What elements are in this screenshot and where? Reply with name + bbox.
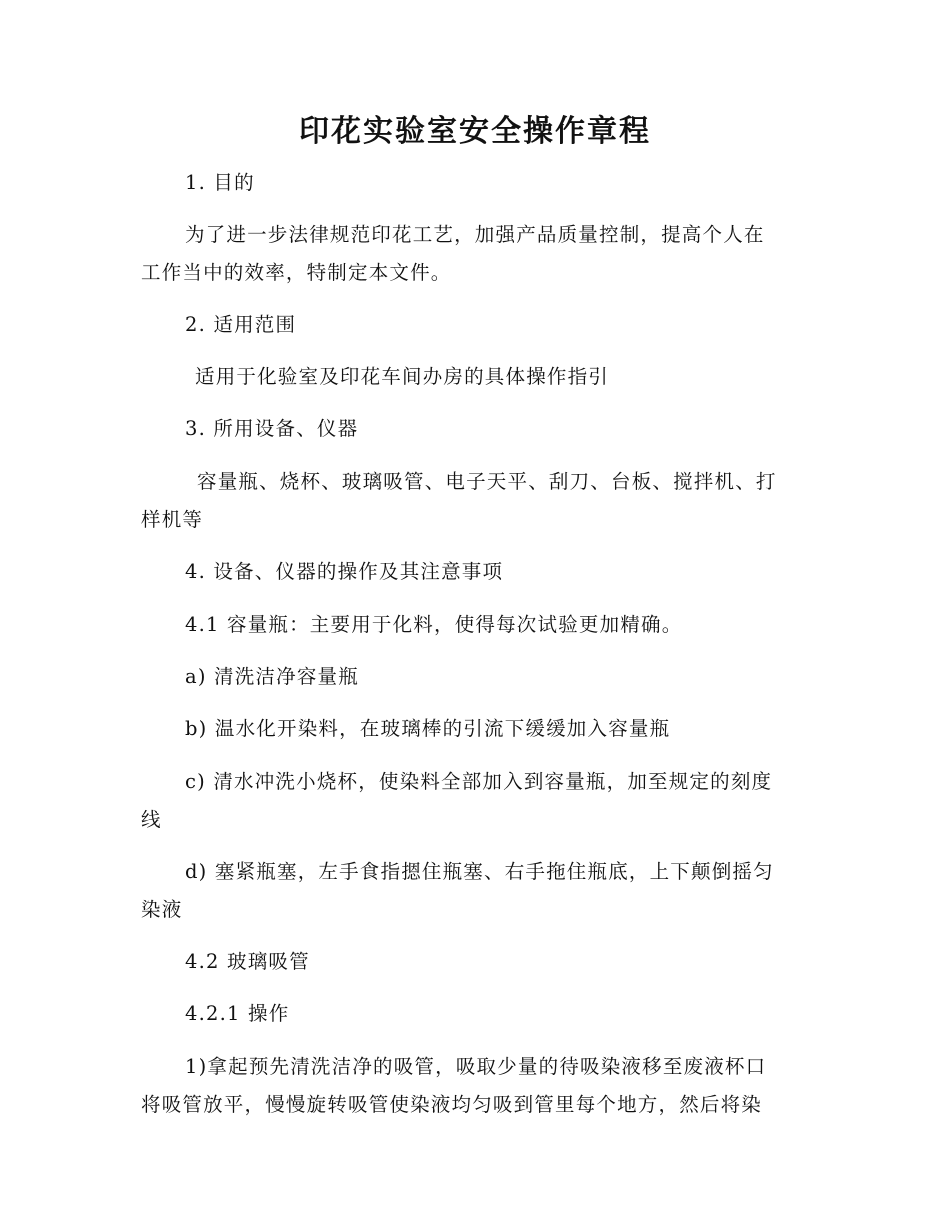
- text-line: 1)拿起预先清洗洁净的吸管，吸取少量的待吸染液移至废液杯口: [185, 1055, 767, 1078]
- section-4-1-item-c: [141, 763, 806, 839]
- section-2-paragraph: [141, 358, 806, 396]
- text-line: 1. 目的: [185, 171, 255, 194]
- text-line: 适用于化验室及印花车间办房的具体操作指引: [195, 365, 610, 388]
- text-line: 工作当中的效率，特制定本文件。: [141, 261, 452, 284]
- text-line: a) 清洗洁净容量瓶: [185, 665, 359, 688]
- text-line: 容量瓶、烧杯、玻璃吸管、电子天平、刮刀、台板、搅拌机、打: [197, 470, 777, 493]
- text-line: 4.2 玻璃吸管: [185, 950, 310, 973]
- text-line: 样机等: [141, 508, 204, 531]
- text-line: d) 塞紧瓶塞，左手食指摁住瓶塞、右手拖住瓶底，上下颠倒摇匀: [185, 860, 774, 883]
- section-4-2-1-heading: [141, 995, 806, 1033]
- text-line: b) 温水化开染料，在玻璃棒的引流下缓缓加入容量瓶: [185, 717, 671, 740]
- section-2-heading: [141, 306, 806, 344]
- section-4-1-item-d: [141, 853, 806, 929]
- text-line: c) 清水冲洗小烧杯，使染料全部加入到容量瓶，加至规定的刻度: [185, 770, 773, 793]
- text-line: 3. 所用设备、仪器: [185, 417, 359, 440]
- section-4-1-item-b: [141, 710, 806, 748]
- text-line: 将吸管放平，慢慢旋转吸管使染液均匀吸到管里每个地方，然后将染: [141, 1093, 763, 1116]
- section-1-paragraph: [141, 216, 806, 292]
- document-title: 印花实验室安全操作章程: [299, 114, 651, 149]
- section-4-1-item-a: [141, 658, 806, 696]
- section-3-paragraph: [141, 463, 806, 539]
- text-line: 4. 设备、仪器的操作及其注意事项: [185, 560, 504, 583]
- text-line: 4.1 容量瓶：主要用于化料，使得每次试验更加精确。: [185, 613, 683, 636]
- text-line: 线: [141, 808, 162, 831]
- text-line: 2. 适用范围: [185, 313, 297, 336]
- section-3-heading: [141, 410, 806, 448]
- section-4-2-heading: [141, 943, 806, 981]
- text-line: 4.2.1 操作: [185, 1002, 290, 1025]
- text-line: 为了进一步法律规范印花工艺，加强产品质量控制，提高个人在: [185, 223, 765, 246]
- section-1-heading: [141, 164, 806, 202]
- section-4-2-1-paragraph: [141, 1048, 806, 1124]
- text-line: 染液: [141, 898, 183, 921]
- section-4-heading: [141, 553, 806, 591]
- section-4-1-heading: [141, 606, 806, 644]
